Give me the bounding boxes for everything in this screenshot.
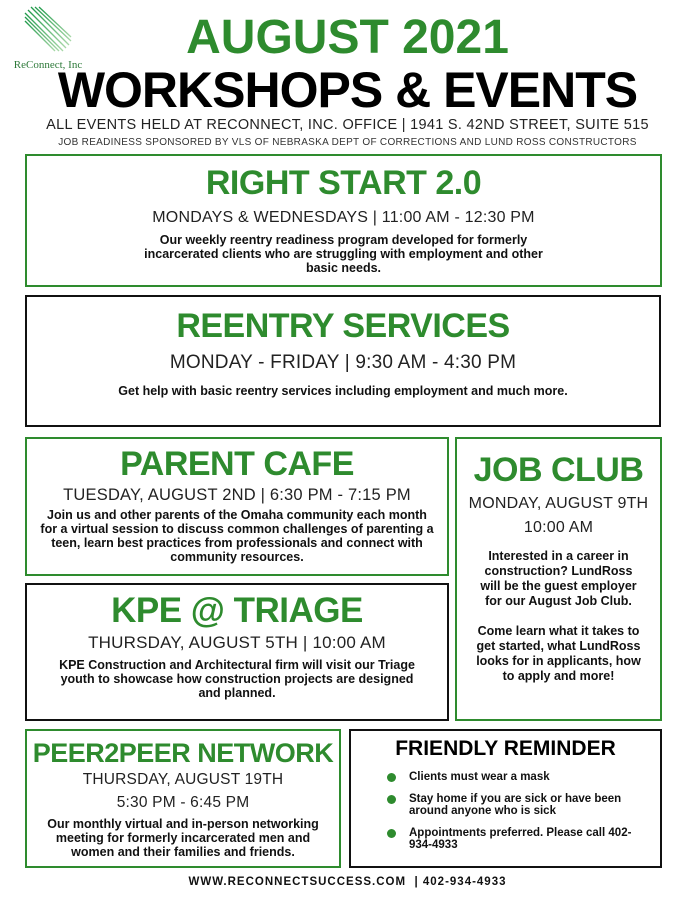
event-kpe-triage xyxy=(25,583,449,721)
title-main: WORKSHOPS & EVENTS xyxy=(57,62,638,118)
event-title: KPE @ TRIAGE xyxy=(111,591,363,630)
location-text: ALL EVENTS HELD AT RECONNECT, INC. OFFICE | 1941 S. 42ND STREET, SUITE 515 xyxy=(46,117,649,133)
footer-contact: WWW.RECONNECTSUCCESS.COM | 402-934-4933 xyxy=(188,876,507,888)
event-title: REENTRY SERVICES xyxy=(176,307,510,345)
event-peer2peer xyxy=(25,729,341,868)
event-desc: Interested in a career in construction? LundRoss will be the guest employer for our August Job Club. xyxy=(480,549,637,608)
event-when-date: THURSDAY, AUGUST 19TH xyxy=(82,771,284,788)
event-when: THURSDAY, AUGUST 5TH | 10:00 AM xyxy=(88,633,386,652)
reminder-item: Stay home if you are sick or have been around anyone who is sick xyxy=(387,793,640,817)
logo-name: ReConnect, Inc xyxy=(13,59,83,71)
event-desc: Our monthly virtual and in-person networking meeting for formerly incarcerated men and women and their families and friends. xyxy=(47,817,319,859)
event-desc: Get help with basic reentry services including employment and much more. xyxy=(118,384,568,398)
event-parent-cafe xyxy=(25,437,449,576)
event-desc: KPE Construction and Architectural firm will visit our Triage youth to showcase how construction projects are designed and planned. xyxy=(59,658,415,700)
event-desc: Join us and other parents of the Omaha community each month for a virtual session to discuss common challenges of parenting a teen, learn best practices from professionals and connect with community resources. xyxy=(40,508,434,564)
event-title: JOB CLUB xyxy=(473,451,644,489)
event-when-time: 5:30 PM - 6:45 PM xyxy=(116,794,250,811)
sponsor-text: JOB READINESS SPONSORED BY VLS OF NEBRASKA DEPT OF CORRECTIONS AND LUND ROSS CONSTRUCTORS xyxy=(58,137,637,148)
reminder-title: FRIENDLY REMINDER xyxy=(395,737,616,760)
event-title: PEER2PEER NETWORK xyxy=(32,738,334,768)
event-desc: Our weekly reentry readiness program developed for formerly incarcerated clients who are struggling with employment and other basic needs. xyxy=(144,233,543,275)
event-right-start xyxy=(25,154,662,287)
event-when: MONDAYS & WEDNESDAYS | 11:00 AM - 12:30 PM xyxy=(152,209,535,226)
reminder-item: Clients must wear a mask xyxy=(387,771,640,783)
event-title: PARENT CAFE xyxy=(120,445,354,483)
event-desc-2: Come learn what it takes to get started, what LundRoss looks for in applicants, how to apply and more! xyxy=(476,624,641,683)
event-when-date: MONDAY, AUGUST 9TH xyxy=(468,495,649,512)
title-month: AUGUST 2021 xyxy=(186,11,509,64)
event-job-club xyxy=(455,437,662,721)
friendly-reminder xyxy=(349,729,662,868)
event-title: RIGHT START 2.0 xyxy=(205,164,482,202)
reminder-item: Appointments preferred. Please call 402-934-4933 xyxy=(387,827,640,851)
event-when: TUESDAY, AUGUST 2ND | 6:30 PM - 7:15 PM xyxy=(63,486,411,504)
event-when: MONDAY - FRIDAY | 9:30 AM - 4:30 PM xyxy=(169,352,517,373)
event-when-time: 10:00 AM xyxy=(523,519,594,536)
event-reentry xyxy=(25,295,661,427)
